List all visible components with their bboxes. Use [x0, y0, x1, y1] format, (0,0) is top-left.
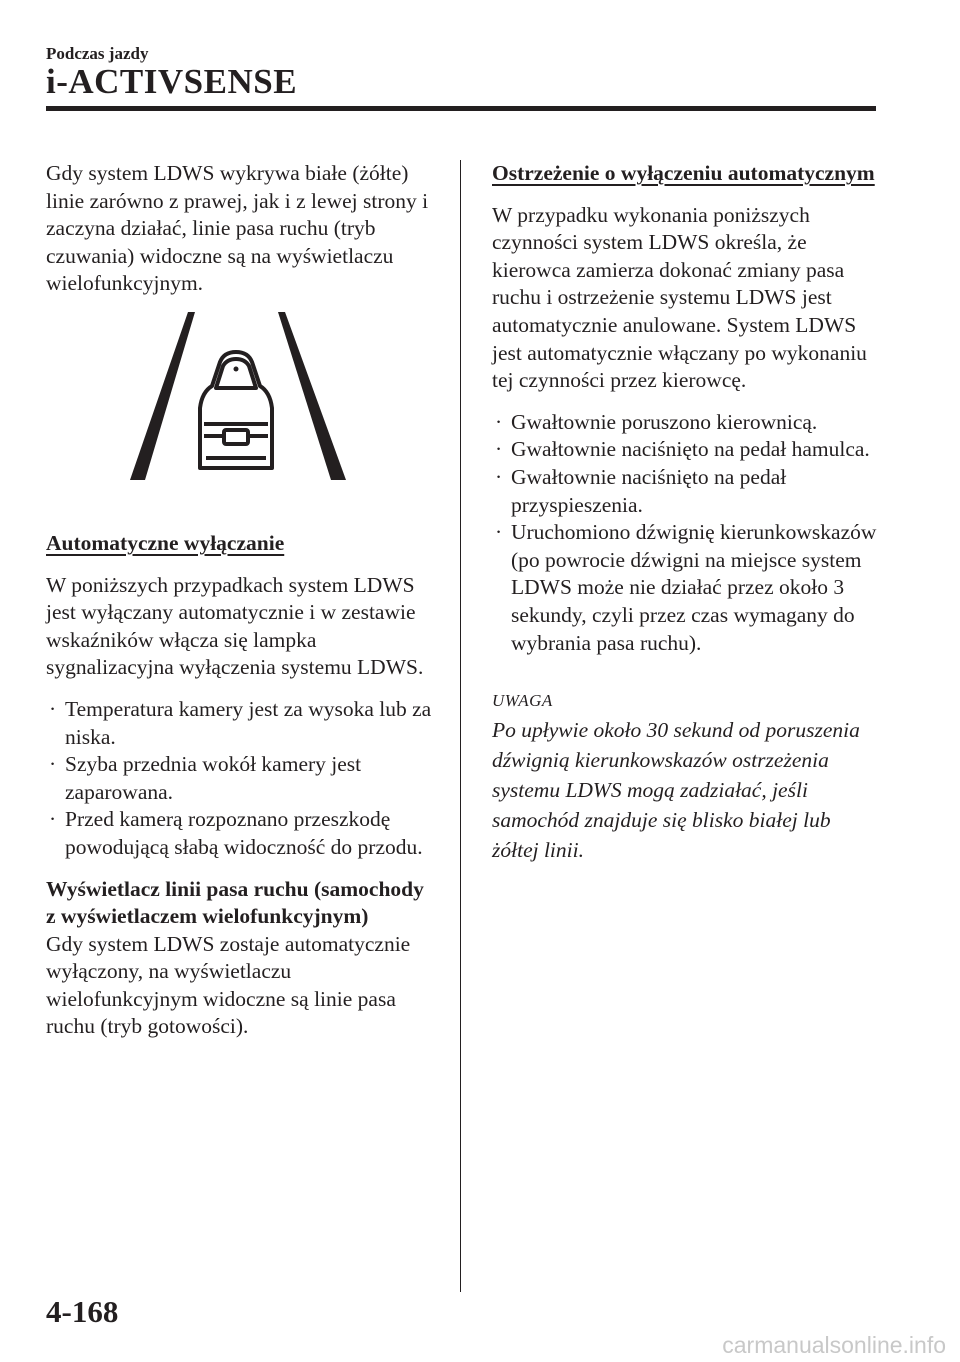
list-item: · Uruchomiono dźwignię kierunkowskazów (po powrocie dźwigni na miejsce system LDWS może nie działać przez około 3 sekundy, czyli przez czas wymagany do wybrania pasa ruchu).: [495, 520, 877, 655]
warning-list: [492, 409, 882, 657]
page-number: 4-168: [46, 1294, 119, 1329]
list-item: · Gwałtownie poruszono kierownicą.: [495, 409, 818, 434]
left-column: [46, 160, 438, 1055]
car-lane-lines-icon: [130, 312, 346, 480]
section-label: Podczas jazdy: [46, 44, 149, 63]
right-column: [492, 160, 882, 865]
chapter-title: i-ACTIVSENSE: [46, 62, 298, 101]
auto-off-heading: Automatyczne wyłączanie: [46, 530, 285, 555]
list-item: · Gwałtownie naciśnięto na pedał hamulca.: [495, 437, 870, 462]
column-divider: [460, 160, 461, 1292]
intro-paragraph: Gdy system LDWS wykrywa białe (żółte) linie zarówno z prawej, jak i z lewej strony i zaczyna działać, linie pasa ruchu (tryb czuwania) widoczne są na wyświetlaczu wielofunkcyjnym.: [46, 161, 429, 296]
list-item: · Szyba przednia wokół kamery jest zaparowana.: [49, 752, 362, 804]
display-heading: Wyświetlacz linii pasa ruchu (samochody z wyświetlaczem wielofunkcyjnym): [46, 876, 424, 929]
watermark: carmanualsonline.info: [722, 1332, 946, 1358]
list-item: · Przed kamerą rozpoznano przeszkodę powodującą słabą widoczność do przodu.: [49, 807, 423, 859]
note-text: Po upływie około 30 sekund od poruszenia dźwignią kierunkowskazów ostrzeżenia systemu LDWS mogą zadziałać, jeśli samochód znajduje się blisko białej lub żółtej linii.: [492, 717, 860, 862]
auto-off-list: [46, 696, 438, 862]
list-item: · Temperatura kamery jest za wysoka lub za niska.: [49, 696, 432, 749]
warning-paragraph: W przypadku wykonania poniższych czynności system LDWS określa, że kierowca zamierza dokonać zmiany pasa ruchu i ostrzeżenie systemu LDWS jest automatycznie anulowane. System LDWS jest automatycznie włączany po wykonaniu tej czynności przez kierowcę.: [492, 202, 867, 393]
auto-off-paragraph: W poniższych przypadkach system LDWS jest wyłączany automatycznie i w zestawie wskaźników włącza się lampka sygnalizacyjna wyłączenia systemu LDWS.: [46, 572, 424, 680]
display-paragraph: Gdy system LDWS zostaje automatycznie wyłączony, na wyświetlaczu wielofunkcyjnym widoczne są linie pasa ruchu (tryb gotowości).: [46, 931, 411, 1039]
note-title: UWAGA: [492, 691, 553, 711]
warning-heading: Ostrzeżenie o wyłączeniu automatycznym: [492, 161, 875, 185]
header-rule: [46, 106, 876, 111]
list-item: · Gwałtownie naciśnięto na pedał przyspieszenia.: [495, 464, 787, 517]
lane-display-figure: [46, 312, 438, 508]
